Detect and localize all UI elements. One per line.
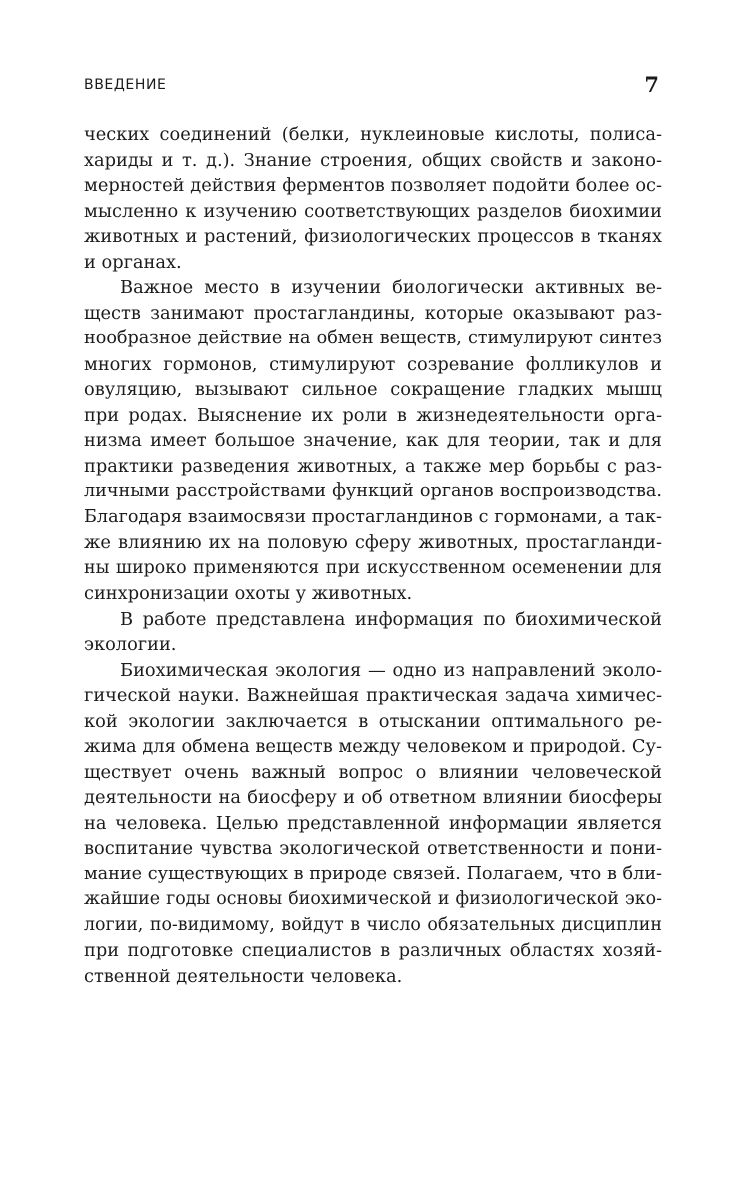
text-line: при родах. Выяснение их роли в жизнедеятельности орга- [84,404,662,426]
text-line: экологии. [84,634,177,655]
text-line: жайшие годы основы биохимической и физиологической эко- [84,889,662,909]
text-line: кой экологии заключается в отыскании оптимального ре- [84,710,662,732]
text-line: многих гормонов, стимулируют созревание фолликулов и [84,353,662,375]
text-line: животных и растений, физиологических процессов в тканях [84,226,662,247]
text-line: синхронизации охоты у животных. [84,583,413,604]
text-line: при подготовке специалистов в различных областях хозяй- [84,940,662,961]
text-line: нообразное действие на обмен веществ, стимулируют синтез [84,328,662,348]
text-line: практики разведения животных, а также мер борьбы с раз- [84,455,662,477]
text-line: Важное место в изучении биологически активных ве- [120,277,662,298]
text-line: логии, по-видимому, войдут в число обязательных дисциплин [84,914,662,935]
text-line: низма имеет большое значение, как для теории, так и для [84,430,662,451]
text-line: гической науки. Важнейшая практическая задача химичес- [84,685,662,706]
text-line: мание существующих в природе связей. Полагаем, что в бли- [84,863,662,884]
text-line: ственной деятельности человека. [84,965,403,987]
text-line: личными расстройствами функций органов воспроизводства. [84,481,662,501]
text-line: на человека. Целью представленной информации является [84,812,662,834]
text-line: жима для обмена веществ между человеком и природой. Су- [84,736,662,757]
text-line: мерностей действия ферментов позволяет подойти более ос- [84,175,662,196]
text-line: воспитание чувства экологической ответственности и пони- [84,838,662,859]
text-line: же влиянию их на половую сферу животных, простагланди- [84,532,662,553]
text-line: ществ занимают простагландины, которые оказывают раз- [84,302,662,324]
text-line: хариды и т. д.). Знание строения, общих свойств и законо- [84,149,662,171]
text-line: Биохимическая экология — одно из направлений эколо- [120,659,662,681]
text-line: В работе представлена информация по биохимической [120,608,662,630]
text-line: деятельности на биосферу и об ответном влиянии биосферы [84,787,662,808]
running-head: ВВЕДЕНИЕ [84,77,167,93]
text-line: и органах. [84,251,182,273]
text-line: ческих соединений (белки, нуклеиновые кислоты, полиса- [84,124,662,145]
text-line: мысленно к изучению соответствующих разделов биохимии [84,200,662,222]
text-body [84,122,662,989]
text-line: Благодаря взаимосвязи простагландинов с гормонами, а так- [84,506,662,527]
text-line: ществует очень важный вопрос о влиянии человеческой [84,761,662,783]
text-line: ны широко применяются при искусственном осеменении для [84,557,662,578]
text-line: овуляцию, вызывают сильное сокращение гладких мышц [84,379,662,400]
page-number: 7 [644,72,659,97]
